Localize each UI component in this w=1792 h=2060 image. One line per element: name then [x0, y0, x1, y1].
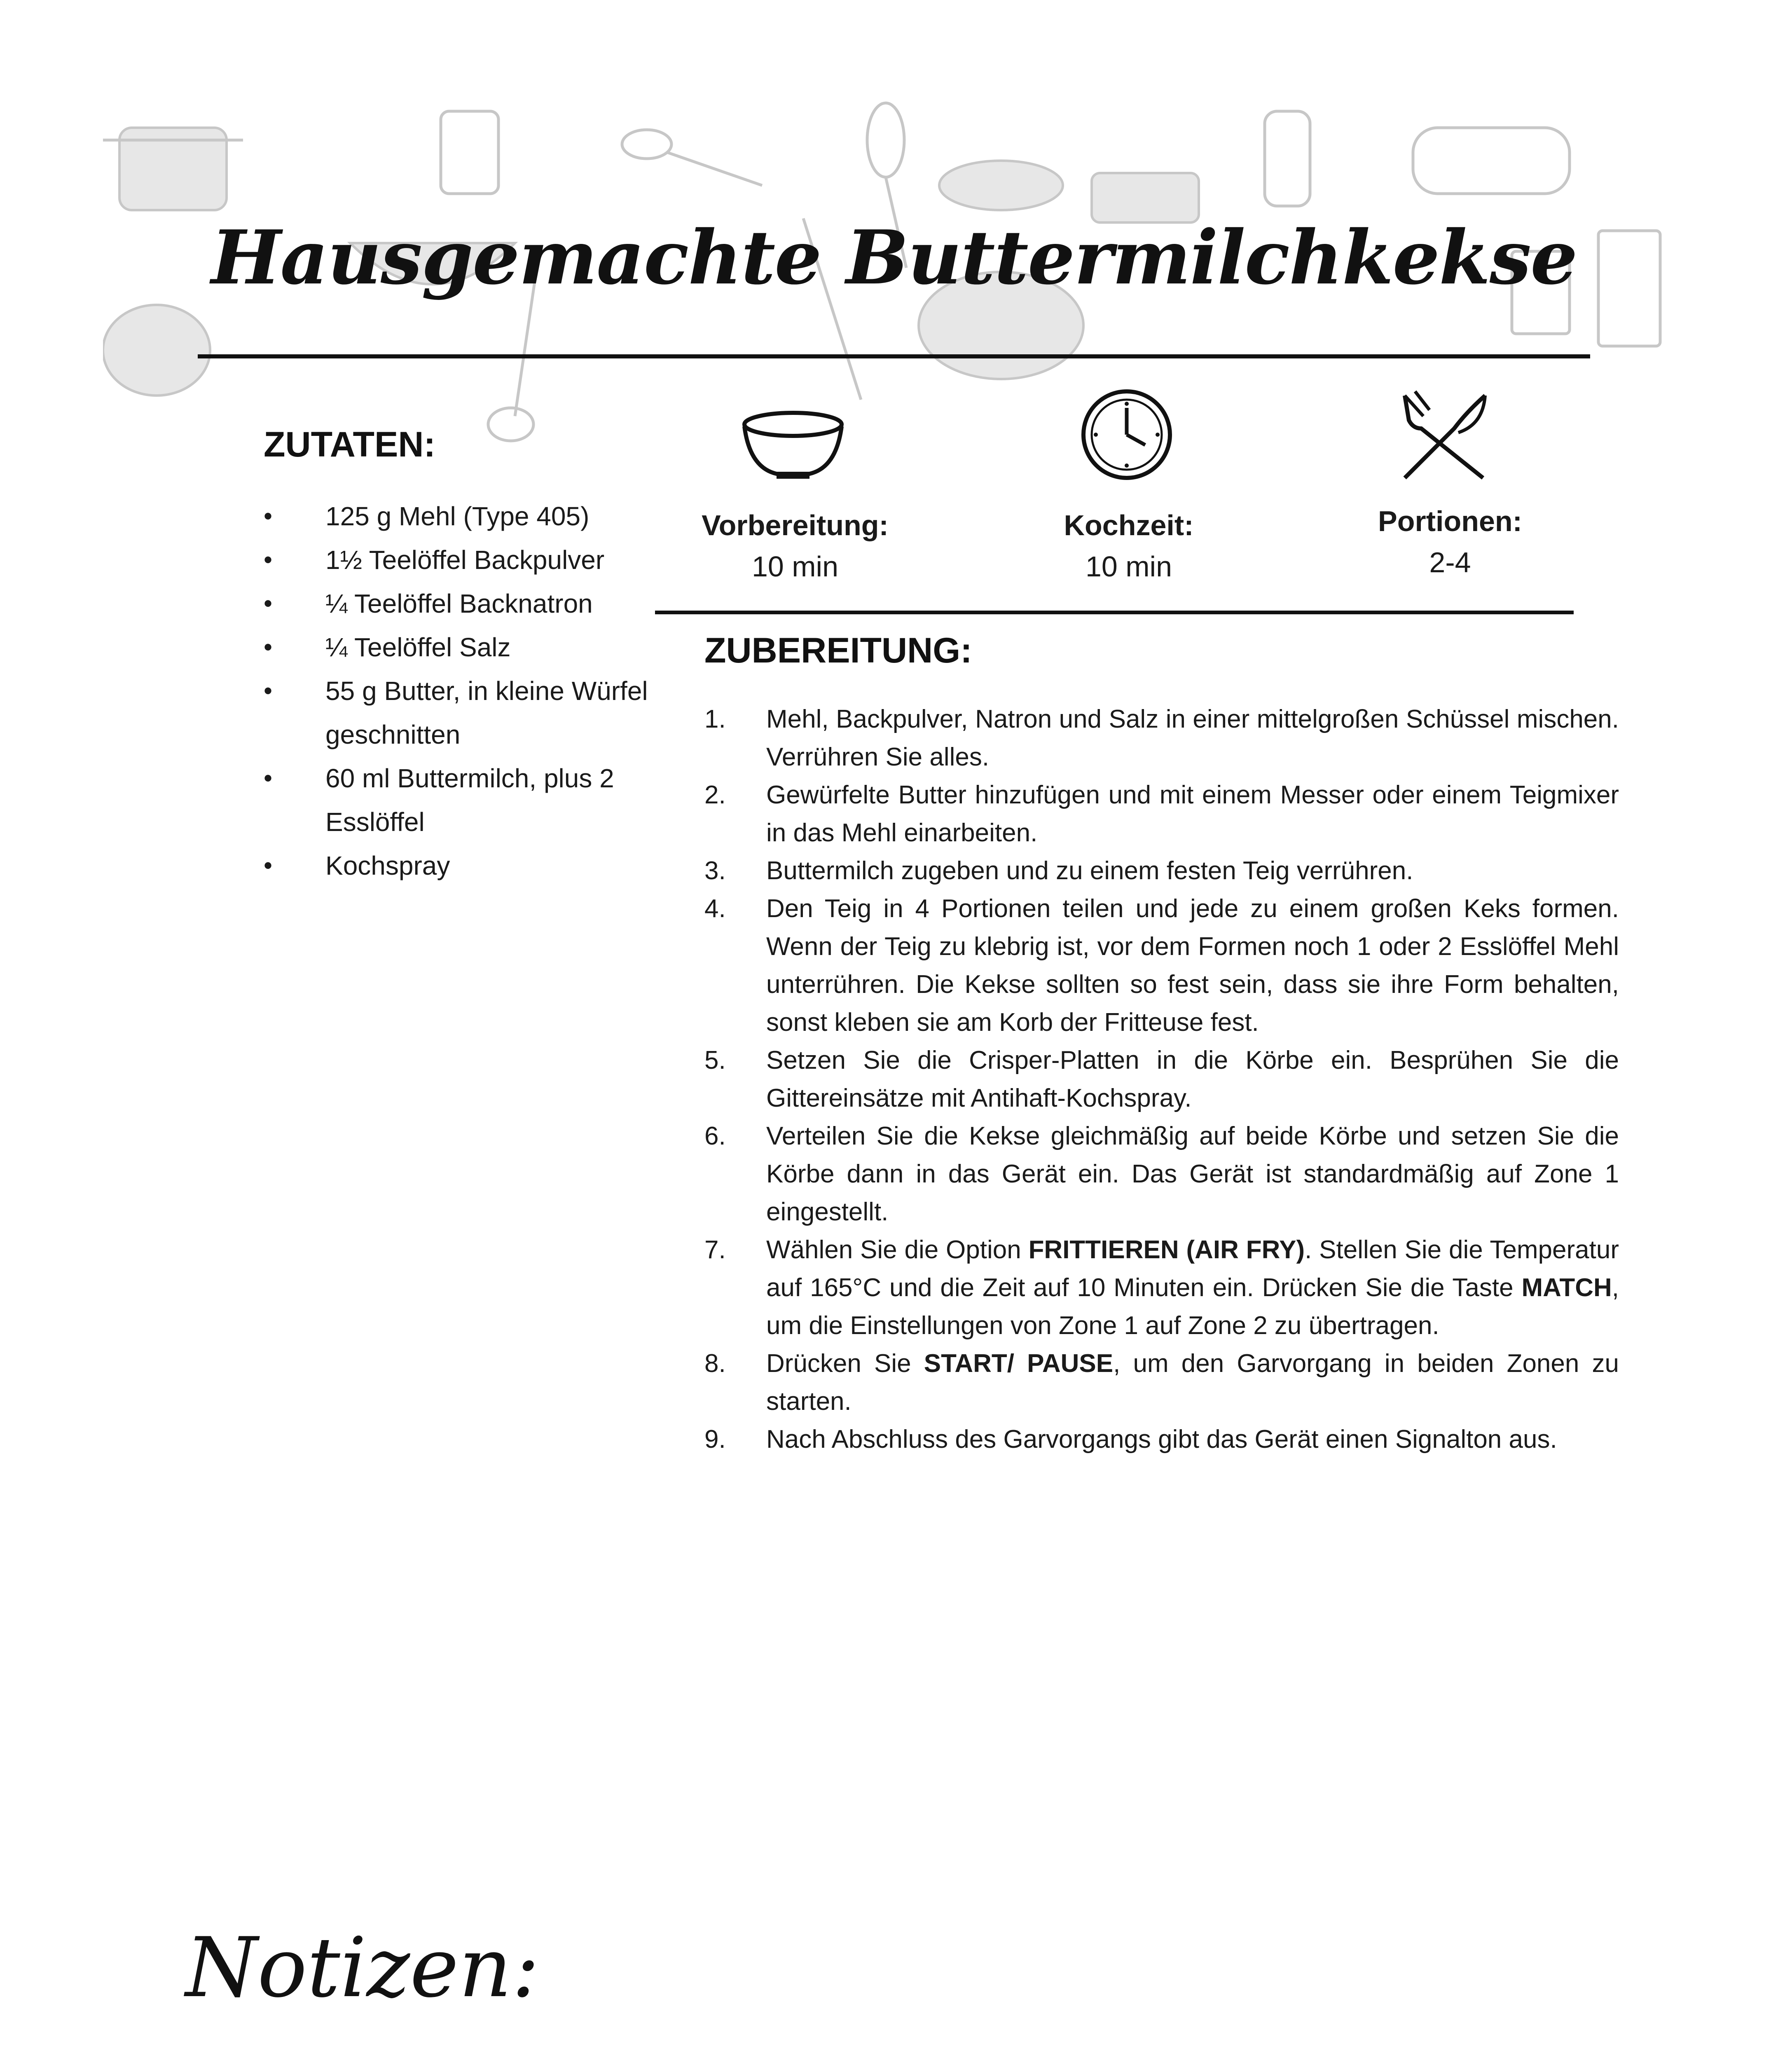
ingredient-item: • 55 g Butter, in kleine Würfel geschnitten [264, 669, 659, 756]
ingredients-list [264, 494, 659, 887]
teapot-doodle [103, 305, 210, 396]
step-number: 2. [704, 781, 726, 809]
step-item [704, 700, 1619, 776]
step-text: . Stellen Sie die Temperatur auf 165°C und die Zeit auf 10 Minuten ein. Drücken Sie die Taste [766, 1236, 1619, 1302]
step-number: 1. [704, 705, 726, 733]
step-text: , um den Garvorgang in beiden Zonen zu starten. [766, 1349, 1619, 1416]
clock-icon [1079, 387, 1174, 482]
recipe-title: Hausgemachte Buttermilchkekse [211, 214, 1577, 301]
cook-time-label: Kochzeit: [1064, 509, 1194, 541]
step-text: Mehl, Backpulver, Natron und Salz in einer mittelgroßen Schüssel mischen. Verrühren Sie alles. [766, 705, 1619, 771]
step-item [704, 1421, 1619, 1458]
bowl-icon [737, 406, 849, 484]
step-number: 9. [704, 1425, 726, 1454]
step-text: Drücken Sie [766, 1349, 924, 1378]
step-text: Verteilen Sie die Kekse gleichmäßig auf beide Körbe und setzen Sie die Körbe dann in das Gerät ein. Das Gerät ist standardmäßig auf Zone 1 eingestellt. [766, 1122, 1619, 1226]
step-text: Wählen Sie die Option [766, 1236, 1029, 1264]
meta-divider [655, 611, 1574, 614]
servings-label: Portionen: [1378, 505, 1522, 537]
fork-knife-icon [1392, 387, 1495, 482]
step-emphasis: FRITTIEREN (AIR FRY) [1028, 1236, 1305, 1264]
step-number: 8. [704, 1349, 726, 1378]
notes-title: Notizen: [185, 1920, 540, 2016]
step-text: Setzen Sie die Crisper-Platten in die Körbe ein. Besprühen Sie die Gittereinsätze mit Antihaft-Kochspray. [766, 1046, 1619, 1112]
step-emphasis: START/ PAUSE [924, 1349, 1114, 1378]
ingredient-item: • Kochspray [264, 844, 659, 887]
jar-doodle [441, 111, 498, 194]
prep-time-value: 10 min [751, 550, 839, 583]
spoon-doodle [622, 130, 762, 185]
servings-value: 2-4 [1429, 546, 1471, 578]
step-text: Nach Abschluss des Garvorgangs gibt das Gerät einen Signalton aus. [766, 1425, 1557, 1454]
prep-time-label: Vorbereitung: [702, 509, 889, 541]
ingredient-item: • ¼ Teelöffel Backnatron [264, 582, 659, 625]
ingredient-item: • 125 g Mehl (Type 405) [264, 494, 659, 538]
step-text: , um die Einstellungen von Zone 1 auf Zone 2 zu übertragen. [766, 1273, 1619, 1340]
ingredient-item: • 1½ Teelöffel Backpulver [264, 538, 659, 582]
step-item [704, 1345, 1619, 1421]
step-text: Den Teig in 4 Portionen teilen und jede zu einem großen Keks formen. Wenn der Teig zu klebrig ist, vor dem Formen noch 1 oder 2 Esslöffel Mehl unterrühren. Die Kekse sollten so fest sein, dass sie ihre Form behalten, sonst kleben sie am Korb der Fritteuse fest. [766, 894, 1619, 1037]
ingredient-item: • 60 ml Buttermilch, plus 2 Esslöffel [264, 756, 659, 844]
step-emphasis: MATCH [1521, 1273, 1612, 1302]
ingredient-item: • ¼ Teelöffel Salz [264, 625, 659, 669]
preparation-heading: ZUBEREITUNG: [704, 631, 972, 670]
step-item [704, 1117, 1619, 1231]
ingredients-heading: ZUTATEN: [264, 425, 436, 464]
title-divider [198, 354, 1590, 358]
step-item [704, 1231, 1619, 1345]
step-number: 6. [704, 1122, 726, 1150]
bottle-doodle [1265, 111, 1310, 206]
pan-doodle [939, 161, 1063, 210]
step-number: 4. [704, 894, 726, 923]
step-item [704, 776, 1619, 852]
step-number: 3. [704, 857, 726, 885]
step-item [704, 1042, 1619, 1117]
step-text: Gewürfelte Butter hinzufügen und mit einem Messer oder einem Teigmixer in das Mehl einarbeiten. [766, 781, 1619, 847]
step-item [704, 890, 1619, 1042]
step-text: Buttermilch zugeben und zu einem festen Teig verrühren. [766, 857, 1413, 885]
cake-tin-doodle [1413, 128, 1570, 194]
cooking-pot-doodle [103, 128, 243, 210]
step-item [704, 852, 1619, 890]
preparation-steps [704, 700, 1619, 1458]
step-number: 7. [704, 1236, 726, 1264]
cook-time-value: 10 min [1085, 550, 1172, 583]
grater-doodle [1598, 231, 1660, 346]
step-number: 5. [704, 1046, 726, 1074]
